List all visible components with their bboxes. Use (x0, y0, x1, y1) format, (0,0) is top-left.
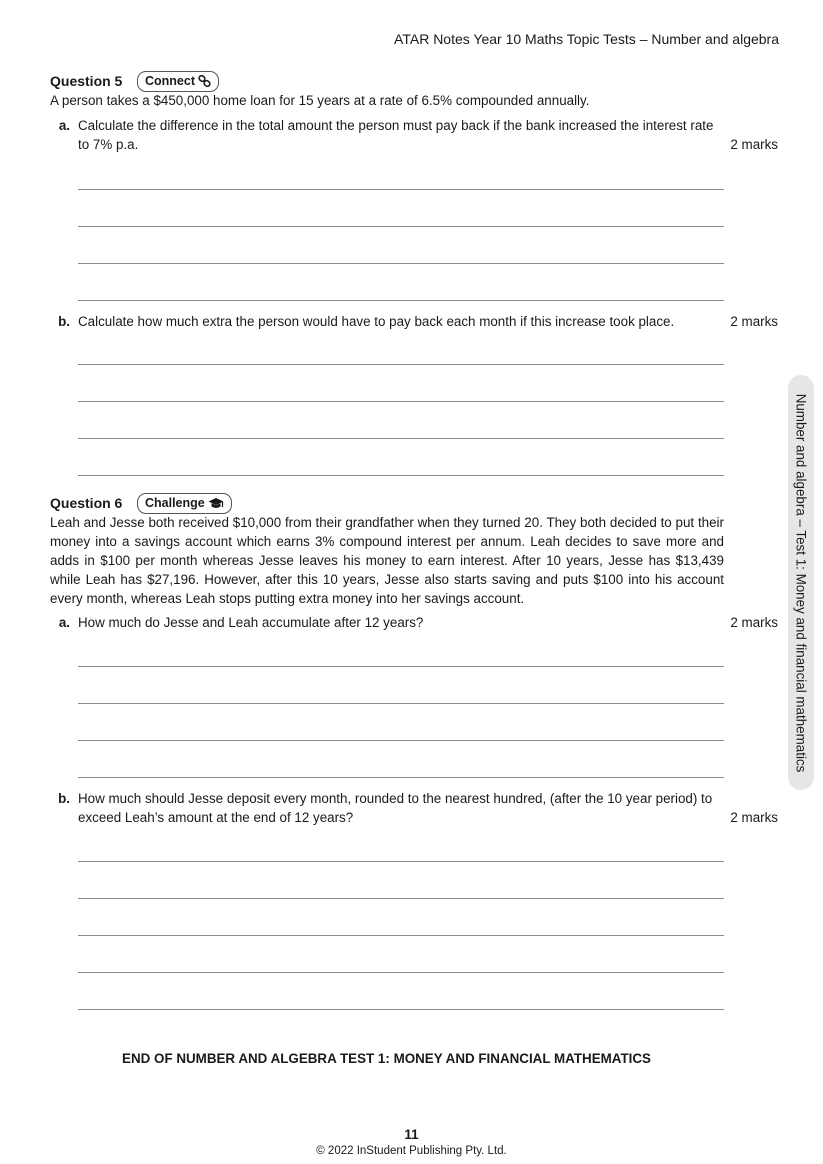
answer-line[interactable] (78, 226, 724, 227)
q5-part-a-text: Calculate the difference in the total amount the person must pay back if the bank increased the interest rate to 7% p.a. (78, 118, 714, 152)
link-icon (198, 75, 211, 88)
q6-part-b-text: How much should Jesse deposit every month, rounded to the nearest hundred, (after the 10 year period) to exceed Leah’s amount at the end of 12 years? (78, 791, 713, 825)
question-6-title: Question 6 (50, 495, 123, 511)
answer-line[interactable] (78, 898, 724, 899)
running-header: ATAR Notes Year 10 Maths Topic Tests – Number and algebra (394, 31, 779, 47)
answer-line[interactable] (78, 935, 724, 936)
answer-line[interactable] (78, 475, 724, 476)
q5-part-b-text: Calculate how much extra the person would have to pay back each month if this increase took place. (78, 314, 675, 329)
q6-part-a-text: How much do Jesse and Leah accumulate after 12 years? (78, 615, 424, 630)
q6-part-a-marks: 2 marks (730, 615, 778, 630)
answer-line[interactable] (78, 300, 724, 301)
answer-line[interactable] (78, 703, 724, 704)
q5-part-b-letter: b. (58, 314, 70, 329)
q6-part-b-letter: b. (58, 791, 70, 806)
answer-line[interactable] (78, 401, 724, 402)
answer-line[interactable] (78, 189, 724, 190)
side-tab-label: Number and algebra – Test 1: Money and financial mathematics (793, 393, 809, 772)
copyright-notice: © 2022 InStudent Publishing Pty. Ltd. (316, 1145, 507, 1157)
connect-badge-label: Connect (145, 74, 195, 88)
challenge-badge (137, 493, 232, 514)
answer-line[interactable] (78, 740, 724, 741)
answer-line[interactable] (78, 777, 724, 778)
answer-line[interactable] (78, 666, 724, 667)
section-side-tab (788, 375, 814, 790)
q5-part-a-letter: a. (58, 118, 70, 133)
answer-line[interactable] (78, 263, 724, 264)
question-5-stem: A person takes a $450,000 home loan for 15 years at a rate of 6.5% compounded annually. (50, 93, 590, 108)
question-5-title: Question 5 (50, 73, 123, 89)
answer-line[interactable] (78, 1009, 724, 1010)
question-6-stem: Leah and Jesse both received $10,000 from their grandfather when they turned 20. They both decided to put their money into a savings account which earns 3% compound interest per annum. Leah decides to save more and adds in $100 per month whereas Jesse leaves his money to earn interest. After 10 years, Jesse has $13,439 while Leah has $27,196. However, after this 10 years, Jesse also starts saving and puts $100 into his account every month, whereas Leah stops putting extra money into her savings account. (50, 515, 724, 606)
answer-line[interactable] (78, 364, 724, 365)
answer-line[interactable] (78, 861, 724, 862)
q5-part-a-marks: 2 marks (730, 137, 778, 152)
q6-part-a-letter: a. (58, 615, 70, 630)
connect-badge (137, 71, 219, 92)
q5-part-b-marks: 2 marks (730, 314, 778, 329)
challenge-badge-label: Challenge (145, 496, 205, 510)
answer-line[interactable] (78, 438, 724, 439)
answer-line[interactable] (78, 972, 724, 973)
q6-part-b-marks: 2 marks (730, 810, 778, 825)
page-number: 11 (404, 1127, 419, 1142)
end-of-test-notice: END OF NUMBER AND ALGEBRA TEST 1: MONEY AND FINANCIAL MATHEMATICS (122, 1051, 651, 1066)
graduation-cap-icon (208, 497, 224, 510)
